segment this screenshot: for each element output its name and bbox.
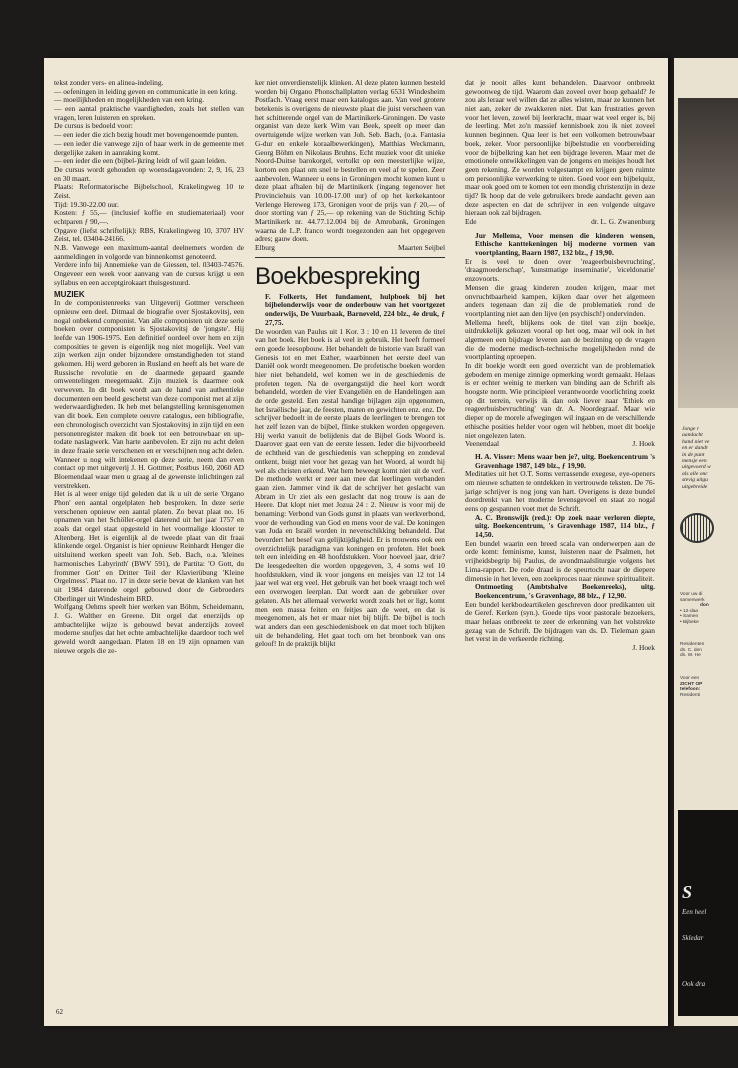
- paragraph: Wolfgang Oehms speelt hier werken van Böhm, Scheidemann, J. G. Walther en Greene. Dit orgel dat enerzijds op ambachtelijke wijze is gebouwd bevat anderzijds zoveel moderne snufjes dat het echte ambachtelijke daardoor toch wel geweld wordt aangedaan. Platen 18 en 19 zijn opnamen van nieuwe orgels die ze-: [54, 602, 244, 655]
- muziek-heading: MUZIEK: [54, 289, 85, 299]
- divider: [255, 257, 445, 258]
- ad-line: Residenti: [680, 692, 700, 698]
- caption-line: mensje een: [682, 458, 707, 465]
- signature-place: Ede: [465, 217, 477, 226]
- paragraph: In de componistenreeks van Uitgeverij Gottmer verscheen opnieuw een deel. Ditmaal de biografie over Sjostakovitsj, een nogal onbekend componist. Van alle componisten uit deze serie boeken over componisten is Sjostakovitsj de 'jongste'. Hij leefde van 1906-1975. Een definitief oordeel over hem en zijn composities te geven is eigenlijk nog niet mogelijk. Veel van zijn werken zijn onder bijzondere omstandigheden tot stand gekomen. Hij werd geboren in Rusland en heeft als het ware de Russische revolutie en de daarmede gepaard gaande omwentelingen meegemaakt. Zijn muziek is daarmee ook verweven. In dit boek wordt aan de hand van authentieke documenten een beeld geschetst van deze componist met al zijn wederwaardigheden. Ik heb met belangstelling kennisgenomen van dit boek. Een complete oeuvre catalogus, een bibliografie, een chronologisch overzicht van Sjostakovitsj in zijn tijd en een personenregister maken dit boek tot een betrouwbaar en up-todate naslagwerk. Van harte aanbevolen. Er zijn nu acht delen in deze fraaie serie verschenen en er verschijnen nog acht delen. Wanneer u nog wilt intekenen op deze serie, neem dan even contact op met uitgeverij J. H. Gottmer, Postbus 160, 2060 AD Bloemendaal waar men u graag al de gewenste inlichtingen zal verstrekken.: [54, 298, 244, 490]
- caption-line: hand niet ve: [682, 438, 710, 445]
- paragraph: — moeilijkheden en mogelijkheden van een kring.: [54, 95, 205, 105]
- logo-icon: [680, 513, 714, 543]
- paragraph: N.B. Vanwege een maximum-aantal deelnemers worden de aanmeldingen in volgorde van binnenkomst genoteerd.: [54, 243, 244, 261]
- section-title: Boekbespreking: [255, 262, 421, 290]
- signature: [255, 244, 445, 253]
- caption-line: uitgevoerd w: [682, 464, 711, 471]
- caption-line: uitgebreide: [682, 483, 708, 490]
- paragraph: Mensen die graag kinderen zouden krijgen, maar met onvruchtbaarheid kampen, kijken daar over het algemeen anders tegenaan dan zij die de problematiek rond de voortplanting niet aan den lijve (en psychisch!) ondervinden.: [465, 282, 655, 318]
- paragraph: Opgave (liefst schriftelijk): RBS, Krakelingweg 10, 3707 HV Zeist, tel. 03404-24166.: [54, 225, 244, 244]
- ad-line: ds. C. den: [680, 647, 702, 653]
- column-2: [255, 79, 445, 649]
- column-3: [465, 79, 655, 653]
- caption-line: als alle onc: [682, 470, 708, 477]
- ad-line: ds. W. He: [680, 653, 701, 659]
- signature-name: Maarten Seijbel: [398, 243, 445, 253]
- paragraph: — een aantal praktische vaardigheden, zoals het stellen van vragen, leren luisteren en spreken.: [54, 104, 244, 122]
- caption-line: aandacht: [682, 432, 703, 439]
- book-reference: Jur Mellema, Voor mensen die kinderen wensen, Ethische kanttekeningen bij moderne vormen van voortplanting, Baarn 1987, 132 blz., ƒ 19,90.: [475, 230, 655, 258]
- caption-line: en er dandr: [682, 445, 709, 452]
- paragraph: De cursus is bedoeld voor:: [54, 121, 133, 131]
- paragraph: Het is al weer enige tijd geleden dat ik u uit de serie 'Organo Phon' een aantal orgelplaten heb besproken. In deze serie verschenen opnieuw een aantal platen. Zo bevat plaat no. 16 opnamen van het Schöller-orgel daterend uit het jaar 1757 en zoals dat orgel staat opgesteld in het voormalige klooster te Altenberg. Het is eigenlijk al de tweede plaat van dit fraai klinkende orgel. Organist is hier opnieuw Reinhardt Henger die uitsluitend werken speelt van Joh. Seb. Bach, o.a. 'kleines harmonisches Labyrinth' (BWV 591), de Partita: 'O Gott, du frommer Gott' en Dritter Teil der Klavierübung 'Kleine Orgelmess'. Plaat no. 17 in deze serie bevat de klanken van het uit 1984 daterende orgel gebouwd door de Gebroeders Oberlinger uit Windesheim BRD.: [54, 489, 244, 603]
- book-reference: F. Folkerts, Het fundament, hulpboek bij het bijbelonderwijs voor de onderbouw van het voortgezet onderwijs, De Vuurbaak, Barneveld, 224 blz., 4e druk, ƒ 27,75.: [265, 291, 445, 327]
- ad-line: • Bijbeke: [680, 619, 699, 625]
- paragraph: Meditaties uit het O.T. Soms verrassende exegese, eye-openers om nieuwe schatten te ontdekken in vertrouwde teksten. De 76-jarige schrijver is nog jong van hart. Overigens is deze bundel doordrenkt van het moderne levensgevoel en staat zo nogal eens op gespannen voet met de Schrift.: [465, 469, 655, 513]
- paragraph: Plaats: Reformatorische Bijbelschool, Krakelingweg 10 te Zeist.: [54, 182, 244, 200]
- ad-line: samenwerk: [680, 597, 705, 603]
- ad-line: Voor uw di: [680, 592, 703, 597]
- paragraph: Er is veel te doen over 'reageerbuisbevruchting', 'draagmoederschap', 'kunstmatige inseminatie', 'eiceldonatie' enzovoorts.: [465, 256, 655, 284]
- photo: [678, 98, 738, 408]
- caption-line: stevig uitgu: [682, 477, 708, 484]
- paragraph: — een ieder die vanwege zijn of haar werk in de gemeente met dergelijke zaken in aanraking komt.: [54, 138, 244, 157]
- ad-line: telefoon:: [680, 687, 701, 693]
- paragraph: De cursus wordt gehouden op woensdagavonden: 2, 9, 16, 23 en 30 maart.: [54, 164, 244, 183]
- paragraph: In dit boekje wordt een goed overzicht van de problematiek gebodem en menige zinnige opmerking wordt gemaakt. Helaas is er echter weinig te merken van binding aan de Schrift als hoogste norm. Wie principieel verantwoorde voorlichting zoekt op dit terrein, verwijs ik dan ook liever naar 'Ethiek en reageerbuisbevruchting' van dr. A. Noordegraaf. Maar wie dieper op de morele afwegingen wil ingaan en de verschillende ethische posities helder voor ogen wil hebben, moet dit boekje niet ongelezen laten.: [465, 361, 655, 440]
- dark-ad: [678, 810, 738, 1016]
- ad-line: Skledar: [682, 934, 704, 942]
- paragraph: Tijd: 19.30-22.00 uur.: [54, 199, 119, 209]
- paragraph: ker niet onverdienstelijk klinken. Al deze platen kunnen besteld worden bij Organo Phonschallplatten verlag 6531 Windesheim Postfach. Vraag eerst maar een katalogus aan. Van veel grotere betekenis is overigens de nieuwste plaat die juist verscheen van het schitterende orgel van de Martinikerk-Groningen. De vaste organist van deze kerk Wim van Beek, speelt op meer dan overtuigende wijze werken van Joh. Seb. Bach, (o.a. Fantasia G-dur en enkele koraalbewerkingen), Matthias Weckmann, Georg Böhm en Nikolaus Bruhns. Echt muziek voor dit unieke Noord-Duitse barokorgel, vertolkt op een meesterlijke wijze, kortom een plaat om snel te bestellen en veel af te spelen. Zeer aanbevolen. Wanneer u eens in Groningen mocht komen kunt u deze plaat afhalen bij de Martinikerk (ingang tegenover het Provinciehuis van 10.00-17.00 uur) of op het kerkekantoor Verlenge Hereweg 173, Gronigen voor de prijs van ƒ 20,— of door storting van ƒ 25,— op rekening van de Stichting Schip Martinikerk nr. 44.77.12.004 bij de Amrobank, Groningen waarna de L.P. franco wordt toegezonden aan het opgegeven adres; gauw doen.: [255, 78, 445, 244]
- paragraph: De woorden van Paulus uit 1 Kor. 3 : 10 en 11 leveren de titel van het boek. Het boek is al veel in gebruik. Het heeft formeel een goede leesopbouw. Het behandelt de historie van Israël van Genesis tot en met Esther, waarbinnen het eerste deel van Daniël ook wordt meegenomen. De profetische boeken worden hier niet behandeld, wel komen we in de geschiedenis de profeten tegen. Na de overgangstijd die heel kort wordt behandeld, worden de vier Evangeliën en de Handelingen aan de orde gesteld. Een zestal handige bijlagen zijn opgenomen, het Israëlische jaar, de feesten, maten en gewichten enz. enz. De schrijver bedoelt in de eerste plaats de leerlingen te brengen tot het zelf lezen van de bijbel, flinke stukken worden opgegeven. Hij werkt vanuit de belijdenis dat de Bijbel Gods Woord is. Daarover gaat een van de eerste lessen. Ieder die bijvoorbeeld de echtheid van de geschiedenis van schepping en zondeval ontkent, buigt niet voor het gezag van het Woord, al wordt hij wel als christen erkend. Wat hem beweegt komt niet uit de verf. De methode werkt er zeer aan mee dat leerlingen verbanden gaan zien. Jammer vind ik dat de schrijver het geslacht van Abram in Ur ziet als een geslacht dat nog trouw is aan de Heere. Dat klopt niet met Jozua 24 : 2. Nieuw is voor mij de benaming: Verbond van Gods gunst in plaats van werkverbond, voor de verhouding van God en mens voor de val. De koningen van Juda en Israël worden in nevenschikking behandeld. Dat bevordert het besef van gelijktijdigheid. Er is trouwens ook een overzichtelijk paradigma van koningen en profeten. Het boek telt een inleiding en 48 hoofdstukken. Voor hoeveel jaar, drie? De leesgedeelten die worden opgegeven, 3, 4 soms wel 10 hoofdstukken, vind ik voor jongens en meisjes van 12 tot 14 jaar wel wat erg veel. Het gebruik van het boek vraagt toch wel een overwogen leerplan. Dat wordt aan de gebruiker over gelaten. Als het allemaal verwerkt wordt zoals het er ligt, komt men een massa feiten en feitjes aan de weet, en dat is meegenomen, als het er maar niet bij blijft. De bijbel is toch wat anders dan een geschiedenisboek en dat moet toch blijken uit de behandeling. Het gaat toch om het bronboek van ons geloof! In de praktijk blijkt: [255, 326, 445, 649]
- adjacent-page: [674, 58, 738, 1026]
- paragraph: Mellema heeft, blijkens ook de titel van zijn boekje, uitdrukkelijk gekozen vooral op het oog, maar wil ook in het algemeen een bijdrage leveren aan de bezinning op de vragen die de moderne medisch-technische mogelijkheden rond de voortplanting oproepen.: [465, 317, 655, 362]
- column-1: [54, 79, 244, 655]
- book-reference: A. C. Bronswijk (red.): Op zoek naar verloren diepte, uitg. Boekencentrum, 's Gravenhage 1987, 114 blz., ƒ 14,50.: [475, 512, 655, 540]
- signature: [465, 440, 655, 449]
- page-number: 62: [56, 1008, 63, 1016]
- paragraph: tekst zonder vers- en alinea-indeling.: [54, 78, 164, 87]
- ad-line: Een heel: [682, 908, 707, 916]
- paragraph: — een ieder die een (bijbel-)kring leidt of wil gaan leiden.: [54, 156, 227, 166]
- ad-line: Voor een: [680, 676, 700, 681]
- signature-name: J. Hoek: [632, 439, 655, 449]
- ad-line: • 12-daa: [680, 608, 698, 614]
- ad-line: • Samen: [680, 614, 699, 620]
- signature-name: J. Hoek: [632, 643, 655, 652]
- book-reference: H. A. Visser: Mens waar ben je?, uitg. Boekencentrum 's Gravenhage 1987, 149 blz., ƒ 19,90.: [475, 451, 655, 470]
- ad-line: ZICHT OP: [680, 681, 703, 687]
- ad-line: Residenten: [680, 642, 705, 647]
- paragraph: Een bundel waarin een breed scala van onderwerpen aan de orde komt: feminisme, kunst, luisteren naar de Psalmen, het vrijheidsbegrip bij Paulus, de avondmaalsliturgie volgens het Lima-rapport. De rode draad is de speurtocht naar de diepere dimensie in het leven, een zoekproces naar nieuwe spiritualiteit.: [465, 538, 655, 583]
- magazine-page: [44, 58, 668, 1026]
- ad-box: [680, 676, 738, 698]
- caption-line: in de punt: [682, 451, 705, 458]
- photo-caption: [682, 426, 738, 490]
- paragraph: Verdere info bij Annemieke van de Giessen, tel. 03403-74576. Ongeveer een week voor aanvang van de cursus krijgt u een syllabus en een acceptgirokaart thuisgestuurd.: [54, 260, 244, 287]
- paragraph: dat je nooit alles kunt behandelen. Daarvoor ontbreekt gewoonweg de tijd. Waarom dan zoveel over hoop gehaald? Je zou als leraar wel willen dat ze alles wisten, maar ze kunnen het niet aan, zeker de zwakkeren niet. Dat kan frustraties geven voor het leven, zowel bij leerkracht, maar wat veel erger is, bij de leerling. Met zo'n massief kennisboek zou ik niet zoveel kunnen beginnen. Qua leer is het een volkomen betrouwbaar boek, zeker. Voor persoonlijke bijbelstudie en voorbereiding voor de bijbelkring kan het een bijdrage leveren. Maar met de emotionele ontwikkelingen van de jongens en meisjes houdt het geen rekening. Ze worden volgestampt en krijgen geen ruimte om persoonlijke verwerking te uiten. Goed voor een bijbelquiz, maar ook goed om te komen tot een mondig christenzijn in deze tijd? Ik hoop dat de vele gebruikers brede aandacht geven aan deze aspecten en dat de schrijver in een volgende uitgave hieraan ook zal bijdragen.: [465, 78, 655, 218]
- book-reference: Ontmoeting (Ambtshalve Boekenreeks), uitg. Boekencentrum, 's Gravenhage, 88 blz., ƒ 12,90.: [475, 582, 655, 600]
- paragraph: — een ieder die zich bezig houdt met bovengenoemde punten.: [54, 130, 239, 140]
- paragraph: Kosten: ƒ 55,— (inclusief koffie en studiemateriaal) voor echtparen ƒ 90,—.: [54, 208, 244, 226]
- ad-line: S: [682, 882, 693, 902]
- signature: [465, 218, 655, 227]
- signature-place: Veenendaal: [465, 439, 500, 449]
- signature-place: Elburg: [255, 243, 275, 253]
- ad-box: [680, 592, 738, 626]
- ad-box: [680, 642, 738, 659]
- ad-line: don: [700, 603, 709, 609]
- signature-name: dr. L. G. Zwanenburg: [591, 217, 655, 226]
- ad-line: Ook dra: [682, 980, 706, 988]
- paragraph: Een bundel kerkbodeartikelen geschreven door predikanten uit de Geref. Kerken (syn.). Goede tips voor pastorale bezoekers, maar helaas ontbreekt te zeer de erkenning van het volstrekte gezag van de Schrift. De bijdragen van ds. D. Tieleman gaan het verst in de verkeerde richting.: [465, 599, 655, 644]
- paragraph: — oefeningen in leiding geven en communicatie in een kring.: [54, 86, 238, 96]
- caption-line: Jonge r: [682, 426, 699, 432]
